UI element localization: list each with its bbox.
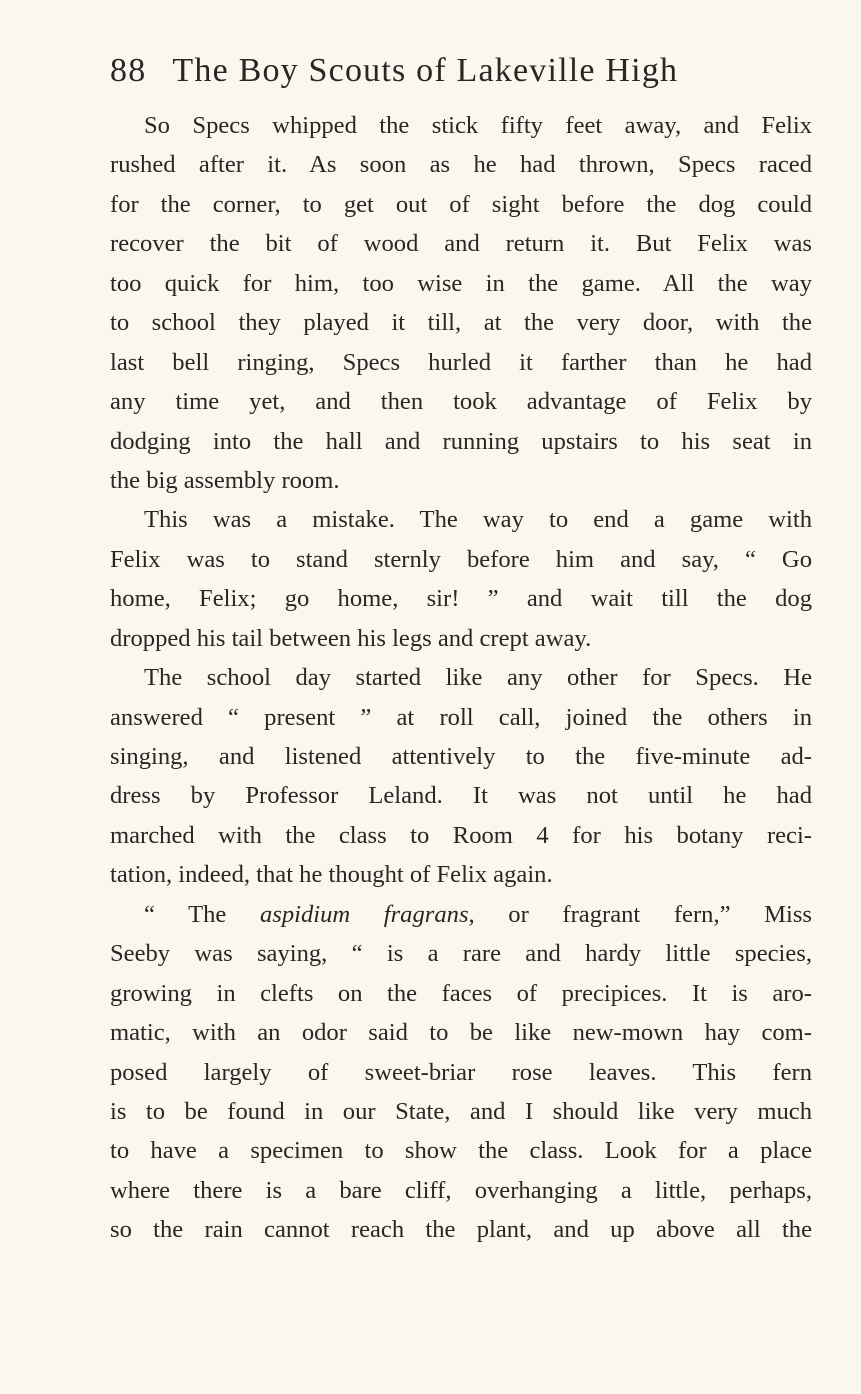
text-line: Felix was to stand sternly before him and say, “ Go <box>110 545 812 573</box>
text-line: Seeby was saying, “ is a rare and hardy little species, <box>110 940 812 968</box>
text-line: to have a specimen to show the class. Look for a place <box>110 1137 812 1165</box>
text-segment: or fragrant fern,” Miss <box>474 900 812 928</box>
text-line: dress by Professor Leland. It was not until he had <box>110 782 812 810</box>
text-line <box>110 895 812 934</box>
text-line: last bell ringing, Specs hurled it farther than he had <box>110 348 812 376</box>
text-line: recover the bit of wood and return it. But Felix was <box>110 230 812 258</box>
text-line: is to be found in our State, and I should like very much <box>110 1097 812 1125</box>
body-text <box>110 106 812 1250</box>
text-line: matic, with an odor said to be like new-mown hay com- <box>110 1019 812 1047</box>
text-line: to school they played it till, at the very door, with the <box>110 309 812 337</box>
text-line: home, Felix; go home, sir! ” and wait till the dog <box>110 585 812 613</box>
text-line: marched with the class to Room 4 for his botany reci- <box>110 821 812 849</box>
text-line: any time yet, and then took advantage of Felix by <box>110 388 812 416</box>
text-line: the big assembly room. <box>110 466 340 494</box>
text-line: posed largely of sweet-briar rose leaves. This fern <box>110 1058 812 1086</box>
text-segment: “ The <box>144 900 260 928</box>
text-line: rushed after it. As soon as he had thrown, Specs raced <box>110 151 812 179</box>
text-line: The school day started like any other for Specs. He <box>144 664 812 692</box>
text-line: tation, indeed, that he thought of Felix again. <box>110 861 553 889</box>
running-header <box>110 46 810 96</box>
text-line: dodging into the hall and running upstairs to his seat in <box>110 427 812 455</box>
text-line: singing, and listened attentively to the five-minute ad- <box>110 743 812 770</box>
text-line: growing in clefts on the faces of precipices. It is aro- <box>110 979 812 1007</box>
text-line: too quick for him, too wise in the game. All the way <box>110 269 812 297</box>
page-number: 88 <box>110 52 147 89</box>
text-line: dropped his tail between his legs and crept away. <box>110 624 592 652</box>
running-title: The Boy Scouts of Lakeville High <box>172 52 679 89</box>
text-line: This was a mistake. The way to end a game with <box>144 506 812 534</box>
text-line: so the rain cannot reach the plant, and up above all the <box>110 1216 812 1244</box>
text-line: where there is a bare cliff, overhanging a little, perhaps, <box>110 1176 812 1204</box>
italic-term: aspidium fragrans, <box>259 900 475 928</box>
text-line: So Specs whipped the stick fifty feet away, and Felix <box>144 112 812 139</box>
text-line: answered “ present ” at roll call, joined the others in <box>110 703 812 731</box>
text-line: for the corner, to get out of sight before the dog could <box>110 190 812 218</box>
